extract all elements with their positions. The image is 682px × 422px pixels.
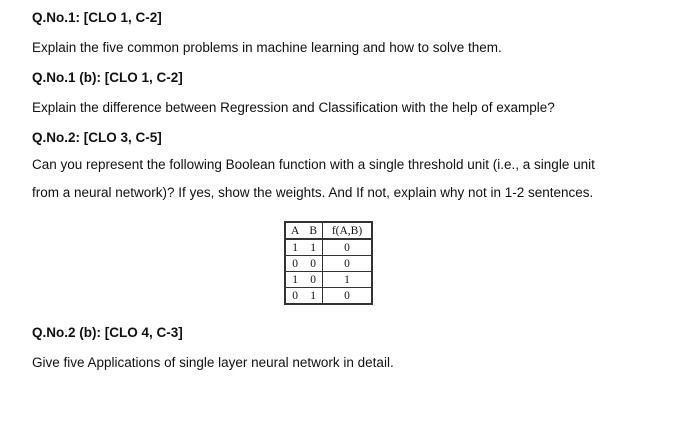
cell: 0	[322, 256, 372, 272]
question-heading-1b: Q.No.1 (b): [CLO 1, C-2]	[32, 70, 183, 85]
question-text-1: Explain the five common problems in machine learning and how to solve them.	[32, 40, 502, 55]
cell: 1	[304, 239, 322, 256]
cell: 0	[322, 239, 372, 256]
question-text-2-line2: from a neural network)? If yes, show the weights. And If not, explain why not in 1-2 sentences.	[32, 185, 594, 200]
cell: 0	[322, 288, 372, 305]
cell: 0	[285, 288, 304, 305]
table-row	[285, 288, 372, 305]
cell: 1	[285, 272, 304, 288]
header-b: B	[304, 222, 322, 239]
table-row	[285, 239, 372, 256]
table-row	[285, 256, 372, 272]
truth-table	[284, 221, 373, 305]
question-heading-2: Q.No.2: [CLO 3, C-5]	[32, 130, 162, 145]
cell: 1	[304, 288, 322, 305]
cell: 1	[285, 239, 304, 256]
header-a: A	[285, 222, 304, 239]
cell: 0	[285, 256, 304, 272]
question-heading-1: Q.No.1: [CLO 1, C-2]	[32, 10, 162, 25]
question-text-2b: Give five Applications of single layer neural network in detail.	[32, 355, 394, 370]
question-text-2-line1: Can you represent the following Boolean function with a single threshold unit (i.e., a single unit	[32, 157, 595, 172]
question-heading-2b: Q.No.2 (b): [CLO 4, C-3]	[32, 325, 183, 340]
header-f: f(A,B)	[322, 222, 372, 239]
question-text-1b: Explain the difference between Regression and Classification with the help of example?	[32, 100, 555, 115]
cell: 0	[304, 272, 322, 288]
table-header-row	[285, 222, 372, 239]
table-row	[285, 272, 372, 288]
cell: 0	[304, 256, 322, 272]
cell: 1	[322, 272, 372, 288]
